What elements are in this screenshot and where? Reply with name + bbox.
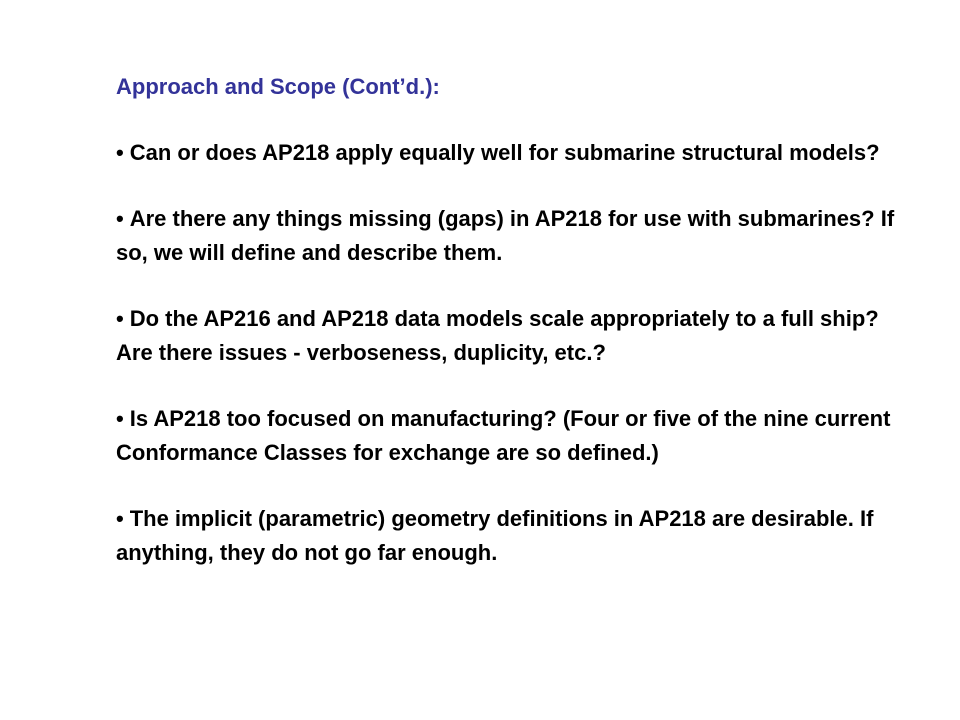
slide-heading: Approach and Scope (Cont’d.): [116, 74, 440, 99]
bullet-text: Is AP218 too focused on manufacturing? (Four or five of the nine current Conformance Classes for exchange are so defined.) [116, 406, 891, 465]
bullet-dot-icon: • [116, 306, 124, 331]
bullet-item [116, 502, 906, 570]
bullet-item [116, 402, 906, 470]
slide-content [116, 70, 906, 602]
bullet-item [116, 202, 906, 270]
bullet-text: Are there any things missing (gaps) in AP218 for use with submarines? If so, we will define and describe them. [116, 206, 895, 265]
bullet-text: Can or does AP218 apply equally well for submarine structural models? [129, 140, 880, 165]
bullet-dot-icon: • [116, 506, 124, 531]
bullet-item [116, 136, 906, 170]
bullet-dot-icon: • [116, 206, 124, 231]
bullet-text: The implicit (parametric) geometry definitions in AP218 are desirable. If anything, they do not go far enough. [116, 506, 874, 565]
bullet-dot-icon: • [116, 140, 124, 165]
bullet-dot-icon: • [116, 406, 124, 431]
bullet-item [116, 302, 906, 370]
bullet-text: Do the AP216 and AP218 data models scale appropriately to a full ship? Are there issues - verboseness, duplicity, etc.? [116, 306, 879, 365]
